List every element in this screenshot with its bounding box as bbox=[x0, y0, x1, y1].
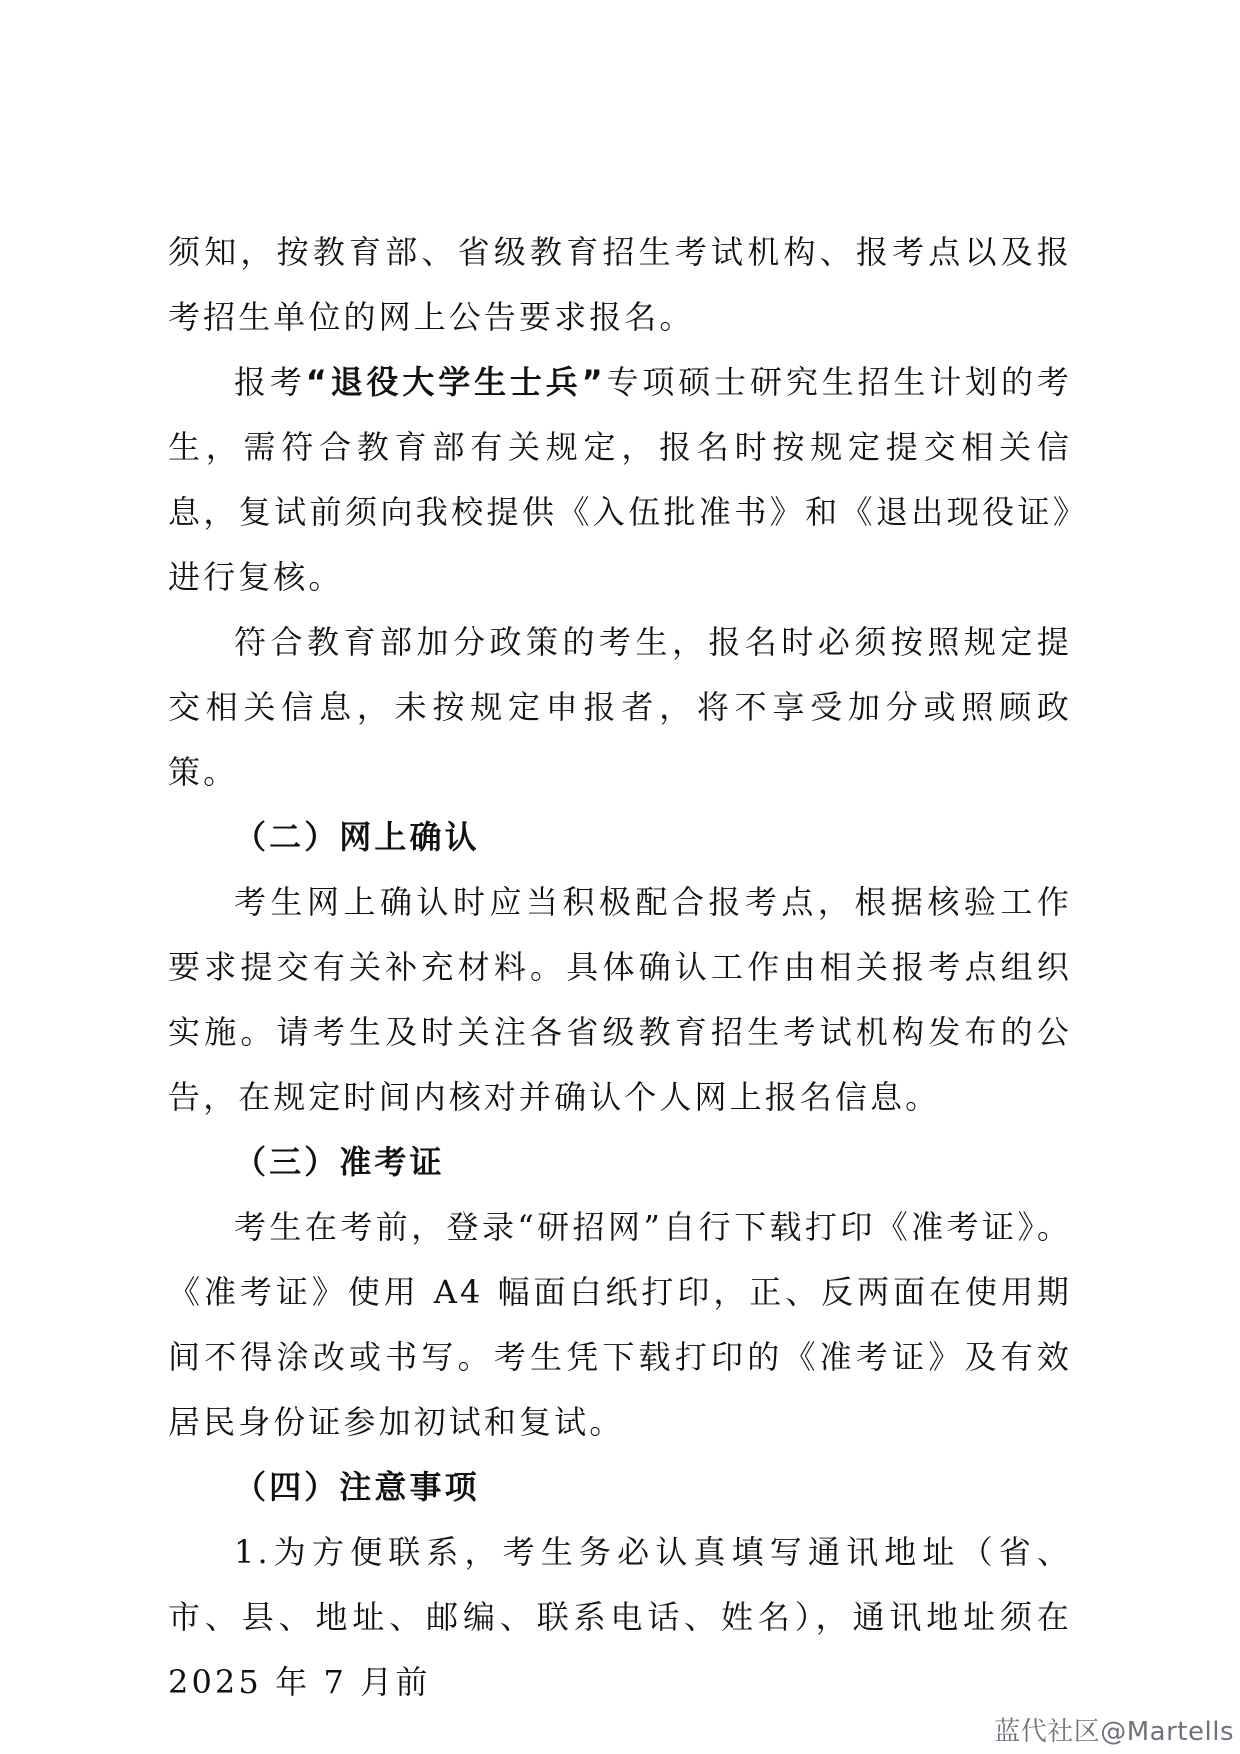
watermark: 蓝代社区@Martells bbox=[994, 1717, 1234, 1747]
veteran-plan-text: 专项硕士研究生招生计划的考生，需符合教育部有关规定，报名时按规定提交相关信息，复试前须向我校提供《入伍批准书》和《退出现役证》进行复核。 bbox=[168, 363, 1072, 596]
section-heading-admission-ticket: （三）准考证 bbox=[234, 1143, 445, 1181]
section-heading-online-confirmation: （二）网上确认 bbox=[234, 818, 480, 856]
paragraph-veteran-plan bbox=[168, 350, 1072, 610]
section-heading-notes: （四）注意事项 bbox=[234, 1468, 480, 1506]
paragraph-admission-ticket: 考生在考前，登录“研招网”自行下载打印《准考证》。《准考证》使用 A4 幅面白纸打印，正、反两面在使用期间不得涂改或书写。考生凭下载打印的《准考证》及有效居民身份证参加初试和复试。 bbox=[168, 1208, 1072, 1441]
veteran-plan-name: “退役大学生士兵” bbox=[305, 363, 606, 401]
paragraph-bonus-policy: 符合教育部加分政策的考生，报名时必须按照规定提交相关信息，未按规定申报者，将不享受加分或照顾政策。 bbox=[168, 623, 1072, 791]
veteran-plan-prefix: 报考 bbox=[234, 363, 306, 401]
paragraph-registration-notice: 须知，按教育部、省级教育招生考试机构、报考点以及报考招生单位的网上公告要求报名。 bbox=[168, 233, 1072, 336]
document-body bbox=[168, 220, 1072, 1715]
paragraph-note-1: 1.为方便联系，考生务必认真填写通讯地址（省、市、县、地址、邮编、联系电话、姓名），通讯地址须在 2025 年 7 月前 bbox=[168, 1533, 1072, 1701]
paragraph-online-confirmation: 考生网上确认时应当积极配合报考点，根据核验工作要求提交有关补充材料。具体确认工作由相关报考点组织实施。请考生及时关注各省级教育招生考试机构发布的公告，在规定时间内核对并确认个人网上报名信息。 bbox=[168, 883, 1072, 1116]
